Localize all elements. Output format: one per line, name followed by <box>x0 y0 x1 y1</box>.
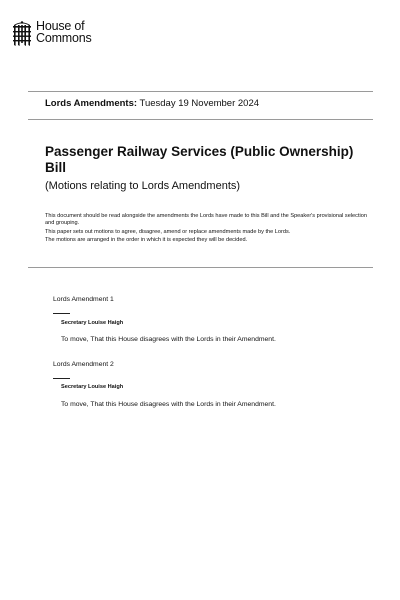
amendment-heading: Lords Amendment 1 <box>53 296 114 303</box>
logo-wordmark <box>36 20 92 44</box>
short-divider <box>53 313 70 314</box>
note-paragraph: The motions are arranged in the order in which it is expected they will be decided. <box>45 237 248 244</box>
sitting-date: Tuesday 19 November 2024 <box>137 98 260 109</box>
lords-amendments-label: Lords Amendments: <box>45 98 138 109</box>
note-paragraph: This document should be read alongside the amendments the Lords have made to this Bill and the Speaker's provisional selection and grouping. <box>45 213 367 227</box>
amendment-motion: To move, That this House disagrees with the Lords in their Amendment. <box>61 336 276 343</box>
lords-amendments-date <box>45 98 259 109</box>
bill-subtitle: (Motions relating to Lords Amendments) <box>45 180 241 192</box>
logo-line-2: Commons <box>36 31 92 45</box>
short-divider <box>53 378 70 379</box>
top-divider <box>28 91 373 92</box>
portcullis-icon <box>12 21 32 46</box>
amendment-mover: Secretary Louise Haigh <box>61 320 124 326</box>
amendment-heading: Lords Amendment 2 <box>53 361 114 368</box>
amendment-motion: To move, That this House disagrees with the Lords in their Amendment. <box>61 401 276 408</box>
house-of-commons-logo <box>12 20 92 46</box>
header-divider <box>28 119 373 120</box>
note-paragraph: This paper sets out motions to agree, disagree, amend or replace amendments made by the Lords. <box>45 228 291 235</box>
logo-line-1: House of <box>36 19 85 33</box>
amendment-mover: Secretary Louise Haigh <box>61 384 124 390</box>
bill-title: Passenger Railway Services (Public Ownership) Bill <box>45 144 354 175</box>
explanatory-notes <box>45 213 375 246</box>
section-divider <box>28 267 373 268</box>
